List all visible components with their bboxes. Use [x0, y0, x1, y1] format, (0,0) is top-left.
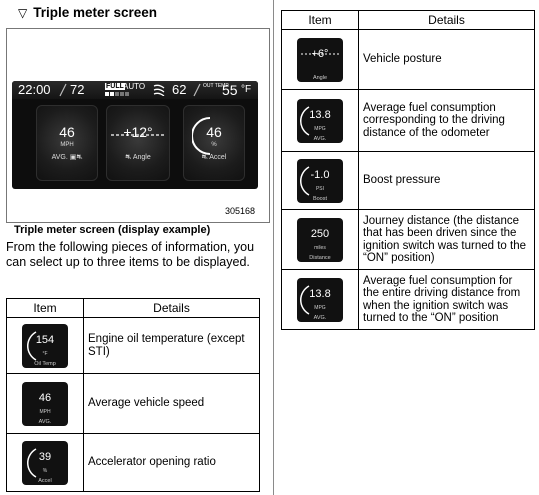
- column-header-details: Details: [359, 11, 535, 30]
- triangle-bullet-icon: ▽: [18, 6, 28, 20]
- oil-temp-meter-icon: 154 °F Oil Temp: [22, 324, 68, 368]
- figure-frame: [6, 28, 270, 223]
- column-header-details: Details: [84, 299, 260, 318]
- gauge-value: 46: [59, 124, 75, 140]
- clock-time: 22:00: [18, 82, 51, 97]
- average-speed-meter-icon: 46 MPH AVG.: [22, 382, 68, 426]
- gauge-value: +12°: [123, 124, 153, 140]
- slash-divider-icon-2: [192, 83, 202, 97]
- item-icon-cell: [7, 434, 84, 492]
- table-row: [282, 30, 535, 90]
- fuel-full-badge: FULL: [106, 83, 124, 90]
- odometer-fuel-meter-icon: 13.8 MPG AVG.: [297, 99, 343, 143]
- item-icon-cell: [282, 30, 359, 90]
- item-details: Average fuel consumption for the entire driving distance from when the ignition switch was turned to the “ON” position: [359, 270, 535, 330]
- table-row: [7, 374, 260, 434]
- car-icon: ▣⛐: [69, 154, 83, 161]
- item-details: Average fuel consumption corresponding to the driving distance of the odometer: [359, 90, 535, 152]
- fan-level-icon: [105, 91, 131, 97]
- gauge-label: ⛐ Accel: [201, 154, 227, 161]
- pedal-icon: ⛐: [201, 154, 208, 161]
- item-icon-cell: [282, 270, 359, 330]
- table-row: [282, 152, 535, 210]
- slash-divider-icon: [58, 83, 68, 97]
- gauge-label: AVG. ▣⛐: [51, 154, 83, 161]
- gauge-angle: [106, 105, 170, 181]
- vehicle-posture-meter-icon: +6° Angle: [297, 38, 343, 82]
- section-heading: [18, 5, 157, 20]
- gauge-accel: [183, 105, 245, 181]
- column-header-item: Item: [7, 299, 84, 318]
- column-header-item: Item: [282, 11, 359, 30]
- gauge-value: 46: [206, 124, 222, 140]
- item-details: Accelerator opening ratio: [84, 434, 260, 492]
- airflow-icon: [152, 84, 166, 96]
- gauge-average-speed: [36, 105, 98, 181]
- gauge-unit: MPH: [60, 142, 74, 148]
- table-row: [282, 90, 535, 152]
- item-details: Journey distance (the distance that has been driven since the ignition switch was turned to the “ON” position): [359, 210, 535, 270]
- item-details: Engine oil temperature (except STI): [84, 318, 260, 374]
- item-details: Boost pressure: [359, 152, 535, 210]
- figure-number: 305168: [224, 206, 255, 216]
- intro-paragraph: From the following pieces of information, you can select up to three items to be displayed.: [6, 240, 255, 269]
- triple-meter-display: [12, 81, 258, 189]
- gauge-unit: %: [211, 142, 217, 148]
- table-row: [282, 270, 535, 330]
- climate-mode: AUTO: [123, 82, 146, 91]
- table-row: [7, 434, 260, 492]
- column-divider: [273, 0, 274, 495]
- item-icon-cell: [7, 318, 84, 374]
- item-icon-cell: [7, 374, 84, 434]
- item-icon-cell: [282, 90, 359, 152]
- journey-distance-meter-icon: 250 miles Distance: [297, 218, 343, 262]
- top-left-value: 72: [70, 82, 85, 97]
- total-fuel-meter-icon: 13.8 MPG AVG.: [297, 278, 343, 322]
- display-top-bar: [12, 81, 258, 99]
- accelerator-meter-icon: 39 % Accel: [22, 441, 68, 485]
- section-title: Triple meter screen: [33, 5, 158, 20]
- out-temp-unit: °F: [241, 84, 252, 95]
- table-row: [282, 210, 535, 270]
- item-icon-cell: [282, 152, 359, 210]
- table-row: [7, 318, 260, 374]
- item-icon-cell: [282, 210, 359, 270]
- top-center-value: 62: [172, 82, 187, 97]
- gauge-label: ⛐ Angle: [125, 154, 151, 161]
- boost-pressure-meter-icon: -1.0 PSI Boost: [297, 159, 343, 203]
- out-temp-label: OUT TEMP: [203, 83, 229, 89]
- right-items-table: [281, 10, 535, 330]
- item-details: Average vehicle speed: [84, 374, 260, 434]
- left-items-table: [6, 298, 260, 492]
- vehicle-icon: ⛐: [125, 154, 132, 161]
- figure-caption: Triple meter screen (display example): [14, 224, 211, 236]
- out-temp-value: 55: [222, 82, 238, 98]
- item-details: Vehicle posture: [359, 30, 535, 90]
